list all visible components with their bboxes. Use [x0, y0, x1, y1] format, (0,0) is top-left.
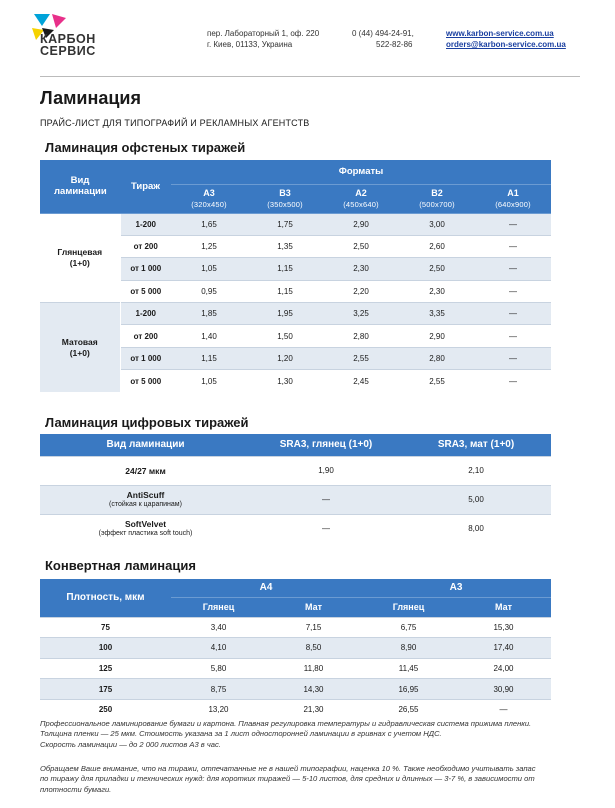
price-cell: —	[475, 258, 551, 280]
price-cell: —	[475, 235, 551, 257]
format-header: В3 (350х500)	[247, 184, 323, 213]
density-cell: 125	[40, 658, 171, 679]
price-cell: 1,15	[247, 280, 323, 302]
price-cell: —	[251, 485, 401, 514]
price-cell: 8,00	[401, 514, 551, 543]
price-cell: 17,40	[456, 638, 551, 659]
price-cell: 2,55	[399, 370, 475, 392]
price-cell: —	[475, 303, 551, 325]
price-cell: 13,20	[171, 699, 266, 720]
price-cell: 3,00	[399, 213, 475, 235]
page-title: Ламинация	[40, 88, 141, 108]
price-cell: 1,05	[171, 258, 247, 280]
price-cell: 8,90	[361, 638, 456, 659]
website-link[interactable]: www.karbon-service.com.ua	[446, 29, 554, 38]
price-cell: 1,65	[171, 213, 247, 235]
col-header-a4: А4	[171, 579, 361, 597]
table-row	[40, 456, 551, 485]
table-row	[40, 485, 551, 514]
price-cell: 2,30	[399, 280, 475, 302]
price-cell: 15,30	[456, 617, 551, 638]
run-cell: 1-200	[120, 303, 171, 325]
price-cell: 2,90	[323, 213, 399, 235]
table-row	[40, 658, 551, 679]
col-header-type: Вид ламинации	[40, 434, 251, 456]
col-header-a3: А3	[361, 579, 551, 597]
col-header-density: Плотность, мкм	[40, 579, 171, 617]
price-cell: 3,25	[323, 303, 399, 325]
price-cell: 30,90	[456, 679, 551, 700]
col-header-gloss: Глянец	[171, 597, 266, 617]
price-cell: 14,30	[266, 679, 361, 700]
density-cell: 100	[40, 638, 171, 659]
digital-price-table	[40, 434, 551, 543]
price-cell: 0,95	[171, 280, 247, 302]
price-cell: 1,90	[251, 456, 401, 485]
price-cell: 1,20	[247, 347, 323, 369]
density-cell: 175	[40, 679, 171, 700]
footer-note-1: Профессиональное ламинирование бумаги и картона. Плавная регулировка температуры и гидравлическая система прижима пленки. Толщина пленки — 25 мкм. Стоимость указана за 1 лист односторонней ламинации в гривнах с учетом НДС. Скорость ламинации — до 2 000 листов А3 в час.	[40, 719, 532, 749]
col-header-run: Тираж	[120, 160, 171, 213]
price-cell: 6,75	[361, 617, 456, 638]
price-cell: 11,80	[266, 658, 361, 679]
col-header-matte: Мат	[456, 597, 551, 617]
price-cell: 2,45	[323, 370, 399, 392]
header-divider	[40, 76, 580, 77]
price-cell: 1,35	[247, 235, 323, 257]
price-cell: 5,00	[401, 485, 551, 514]
col-header-sra3-gloss: SRA3, глянец (1+0)	[251, 434, 401, 456]
run-cell: от 200	[120, 235, 171, 257]
price-cell: 3,35	[399, 303, 475, 325]
price-cell: 11,45	[361, 658, 456, 679]
footer-note-2: Обращаем Ваше внимание, что на тиражи, отпечатанные не в нашей типографии, наценка 10 %. Также необходимо учитывать запас по тиражу для приладки и технических нужд: для коротких тиражей — 5-10 листов, для средних и длинных — 3-7 %, в зависимости от плотности бумаги.	[40, 764, 536, 794]
price-cell: 1,05	[171, 370, 247, 392]
run-cell: от 200	[120, 325, 171, 347]
page-header	[0, 0, 615, 80]
price-cell: —	[475, 370, 551, 392]
logo-text: КАРБОН СЕРВИС	[40, 32, 96, 58]
price-cell: 1,50	[247, 325, 323, 347]
price-cell: —	[456, 699, 551, 720]
address: пер. Лабораторный 1, оф. 220 г. Киев, 01133, Украина	[207, 29, 320, 49]
price-cell: 2,55	[323, 347, 399, 369]
table-row	[40, 514, 551, 543]
lamination-name: AntiScuff (стойкая к царапинам)	[40, 485, 251, 514]
price-cell: 2,90	[399, 325, 475, 347]
col-header-sra3-matte: SRA3, мат (1+0)	[401, 434, 551, 456]
density-cell: 250	[40, 699, 171, 720]
table-row	[40, 213, 551, 235]
offset-price-table	[40, 160, 551, 392]
price-cell: 1,95	[247, 303, 323, 325]
email-link[interactable]: orders@karbon-service.com.ua	[446, 40, 566, 49]
price-cell: 2,10	[401, 456, 551, 485]
run-cell: от 5 000	[120, 280, 171, 302]
price-cell: 1,15	[247, 258, 323, 280]
format-header: А3 (320х450)	[171, 184, 247, 213]
price-cell: —	[475, 280, 551, 302]
price-cell: 1,25	[171, 235, 247, 257]
run-cell: от 1 000	[120, 347, 171, 369]
price-cell: 1,40	[171, 325, 247, 347]
price-cell: 2,50	[399, 258, 475, 280]
price-cell: 1,15	[171, 347, 247, 369]
table-row	[40, 617, 551, 638]
price-cell: 4,10	[171, 638, 266, 659]
table-row	[40, 638, 551, 659]
format-header: А1 (640х900)	[475, 184, 551, 213]
digital-section-title: Ламинация цифровых тиражей	[45, 415, 249, 430]
price-cell: —	[251, 514, 401, 543]
price-cell: 21,30	[266, 699, 361, 720]
price-cell: 24,00	[456, 658, 551, 679]
price-cell: 5,80	[171, 658, 266, 679]
run-cell: от 5 000	[120, 370, 171, 392]
price-cell: 26,55	[361, 699, 456, 720]
group-label-gloss: Глянцевая (1+0)	[40, 213, 120, 303]
density-cell: 75	[40, 617, 171, 638]
envelope-price-table	[40, 579, 551, 720]
run-cell: от 1 000	[120, 258, 171, 280]
col-header-formats: Форматы	[171, 160, 551, 184]
price-cell: —	[475, 213, 551, 235]
price-cell: 7,15	[266, 617, 361, 638]
envelope-section-title: Конвертная ламинация	[45, 558, 196, 573]
price-cell: —	[475, 325, 551, 347]
group-label-matte: Матовая (1+0)	[40, 303, 120, 393]
price-cell: 16,95	[361, 679, 456, 700]
price-cell: 2,30	[323, 258, 399, 280]
price-cell: 8,50	[266, 638, 361, 659]
price-cell: 2,60	[399, 235, 475, 257]
col-header-type: Вид ламинации	[40, 160, 120, 213]
format-header: В2 (500х700)	[399, 184, 475, 213]
price-cell: 8,75	[171, 679, 266, 700]
price-cell: 1,75	[247, 213, 323, 235]
run-cell: 1-200	[120, 213, 171, 235]
format-header: А2 (450х640)	[323, 184, 399, 213]
price-cell: 3,40	[171, 617, 266, 638]
page-subtitle: ПРАЙС-ЛИСТ ДЛЯ ТИПОГРАФИЙ И РЕКЛАМНЫХ АГЕНТСТВ	[40, 118, 310, 128]
price-cell: —	[475, 347, 551, 369]
price-cell: 2,80	[323, 325, 399, 347]
price-cell: 2,80	[399, 347, 475, 369]
phone-numbers: 0 (44) 494-24-91, 522-82-86	[352, 29, 414, 49]
col-header-matte: Мат	[266, 597, 361, 617]
offset-section-title: Ламинация офстеных тиражей	[45, 140, 246, 155]
table-row	[40, 699, 551, 720]
lamination-name: SoftVelvet (эффект пластика soft touch)	[40, 514, 251, 543]
price-cell: 1,85	[171, 303, 247, 325]
price-cell: 2,20	[323, 280, 399, 302]
col-header-gloss: Глянец	[361, 597, 456, 617]
table-row	[40, 679, 551, 700]
price-cell: 1,30	[247, 370, 323, 392]
contact-links	[446, 28, 566, 50]
lamination-name: 24/27 мкм	[40, 456, 251, 485]
table-row	[40, 303, 551, 325]
price-cell: 2,50	[323, 235, 399, 257]
